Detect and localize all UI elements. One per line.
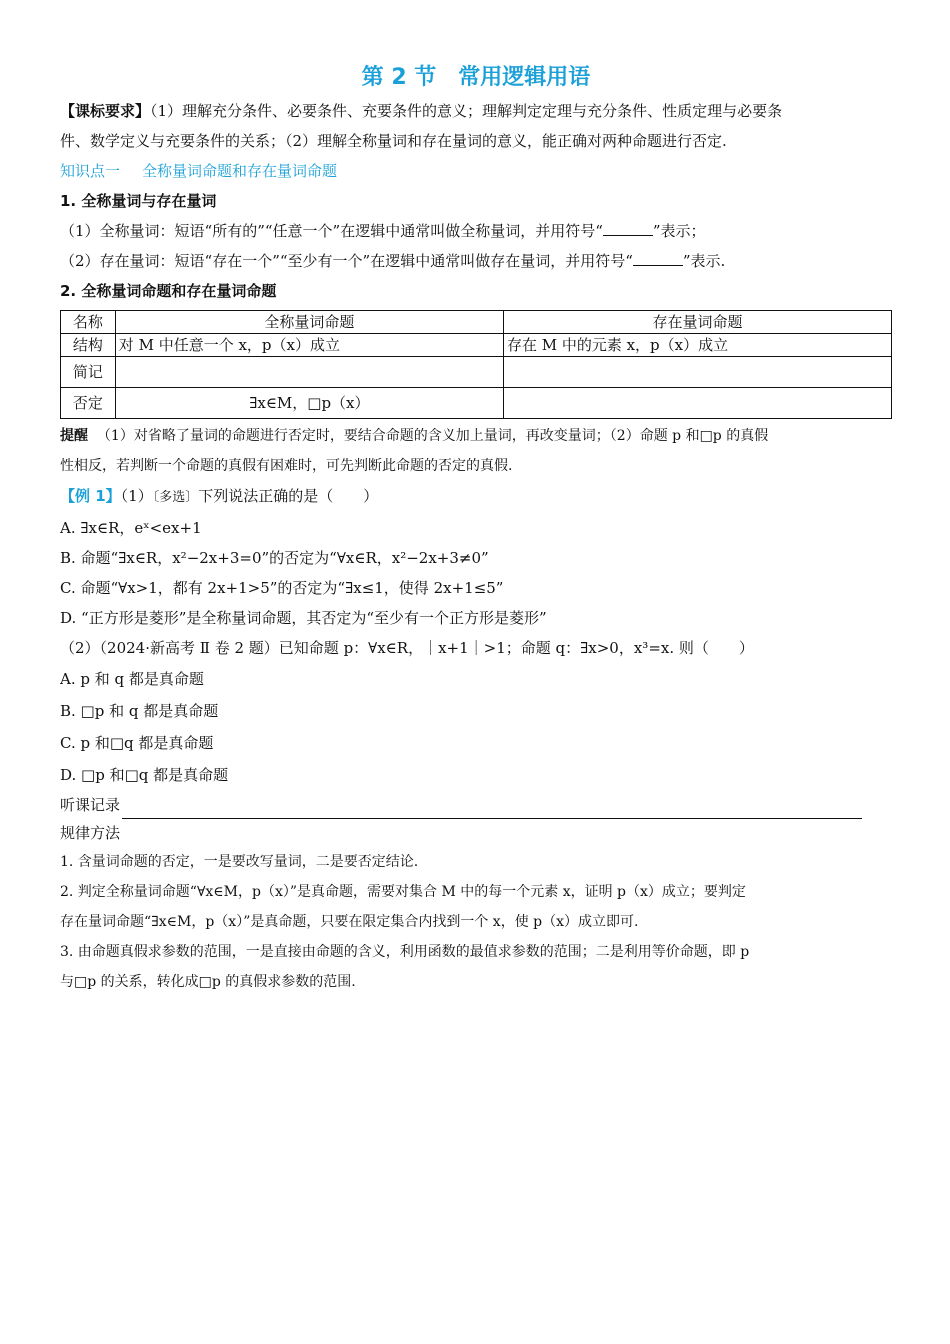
option-d: D. “正方形是菱形”是全称量词命题，其否定为“至少有一个正方形是菱形”: [60, 609, 547, 627]
method-item-2-line2: 存在量词命题“∃x∈M，p（x）”是真命题，只要在限定集合内找到一个 x，使 p（x）成立即可.: [60, 914, 639, 930]
table-row: [61, 334, 892, 357]
table-cell: 存在 M 中的元素 x，p（x）成立: [503, 334, 891, 357]
tip-line1: [60, 421, 892, 451]
method-item-3-line1: 3. 由命题真假求参数的范围，一是直接由命题的含义，利用函数的最值求参数的范围；二是利用等价命题，即 p: [60, 944, 750, 960]
table-header-cell: 全称量词命题: [115, 311, 503, 334]
table-cell: 对 M 中任意一个 x，p（x）成立: [115, 334, 503, 357]
method-item-3-line2: 与□p 的关系，转化成□p 的真假求参数的范围.: [60, 974, 356, 990]
section1-line2: [60, 246, 892, 276]
section2-heading: 2. 全称量词命题和存在量词命题: [60, 282, 277, 300]
example-q1-text: 下列说法正确的是（ ）: [198, 487, 379, 505]
blank-existential-symbol: [633, 251, 683, 266]
method-item-1: 1. 含量词命题的否定，一是要改写量词，二是要否定结论.: [60, 854, 419, 870]
table-header-cell: 名称: [61, 311, 116, 334]
table-cell: ∃x∈M，□p（x）: [115, 388, 503, 419]
option-a: A. ∃x∈R，eˣ<ex+1: [60, 519, 202, 537]
example-question1: [60, 481, 892, 513]
section1-heading: 1. 全称量词与存在量词: [60, 192, 217, 210]
knowledge-point-label: 知识点一: [60, 162, 121, 180]
example-q1-prefix: （1）: [120, 487, 153, 505]
multi-select-tag: 〔多选〕: [152, 490, 199, 505]
section1-line1-post: ”表示；: [652, 222, 706, 240]
table-cell: [503, 388, 891, 419]
tip-text-2: 性相反，若判断一个命题的真假有困难时，可先判断此命题的否定的真假.: [60, 458, 513, 474]
table-cell: 否定: [61, 388, 116, 419]
tip-text-1: （1）对省略了量词的命题进行否定时，要结合命题的含义加上量词，再改变量词；（2）命题 p 和□p 的真假: [96, 428, 769, 444]
section1-line2-post: ”表示.: [682, 252, 726, 270]
table-header-row: [61, 311, 892, 334]
page-title: 第 2 节 常用逻辑用语: [361, 65, 591, 90]
blank-universal-symbol: [603, 221, 653, 236]
table-row: [61, 388, 892, 419]
table-cell: [115, 357, 503, 388]
option-c: C. 命题“∀x>1，都有 2x+1>5”的否定为“∃x≤1，使得 2x+1≤5”: [60, 579, 504, 597]
record-line: [122, 800, 862, 819]
example-label: 【例 1】: [60, 487, 121, 505]
section1-line1-pre: （1）全称量词：短语“所有的”“任意一个”在逻辑中通常叫做全称量词，并用符号“: [60, 222, 603, 240]
requirements-label: 【课标要求】: [60, 102, 151, 120]
option-b: B. □p 和 q 都是真命题: [60, 702, 219, 720]
table-header-cell: 存在量词命题: [503, 311, 891, 334]
option-c: C. p 和□q 都是真命题: [60, 734, 214, 752]
section1-line1: [60, 216, 892, 246]
tip-label: 提醒: [60, 428, 88, 444]
option-a: A. p 和 q 都是真命题: [60, 670, 204, 688]
knowledge-point-heading: [60, 156, 892, 186]
option-d: D. □p 和□q 都是真命题: [60, 766, 229, 784]
requirements-text-2: 件、数学定义与充要条件的关系；（2）理解全称量词和存在量词的意义，能正确对两种命题进行否定.: [60, 132, 727, 150]
document-page: [60, 60, 892, 997]
option-b: B. 命题“∃x∈R，x²−2x+3=0”的否定为“∀x∈R，x²−2x+3≠0”: [60, 549, 489, 567]
table-cell: [503, 357, 891, 388]
quantifier-table: [60, 310, 892, 419]
table-cell: 结构: [61, 334, 116, 357]
requirements-line1: [60, 96, 892, 126]
example-question2: （2）（2024·新高考 Ⅱ 卷 2 题）已知命题 p：∀x∈R，｜x+1｜>1；命题 q：∃x>0，x³=x. 则（ ）: [60, 639, 754, 657]
method-item-2-line1: 2. 判定全称量词命题“∀x∈M，p（x）”是真命题，需要对集合 M 中的每一个元素 x，证明 p（x）成立；要判定: [60, 884, 746, 900]
requirements-text-1: （1）理解充分条件、必要条件、充要条件的意义；理解判定定理与充分条件、性质定理与必要条: [150, 102, 783, 120]
table-cell: 简记: [61, 357, 116, 388]
record-label: 听课记录: [60, 796, 121, 814]
table-row: [61, 357, 892, 388]
knowledge-point-title: 全称量词命题和存在量词命题: [142, 162, 338, 180]
methods-heading: 规律方法: [60, 824, 121, 842]
section1-line2-pre: （2）存在量词：短语“存在一个”“至少有一个”在逻辑中通常叫做存在量词，并用符号“: [60, 252, 633, 270]
lecture-record: [60, 791, 892, 819]
